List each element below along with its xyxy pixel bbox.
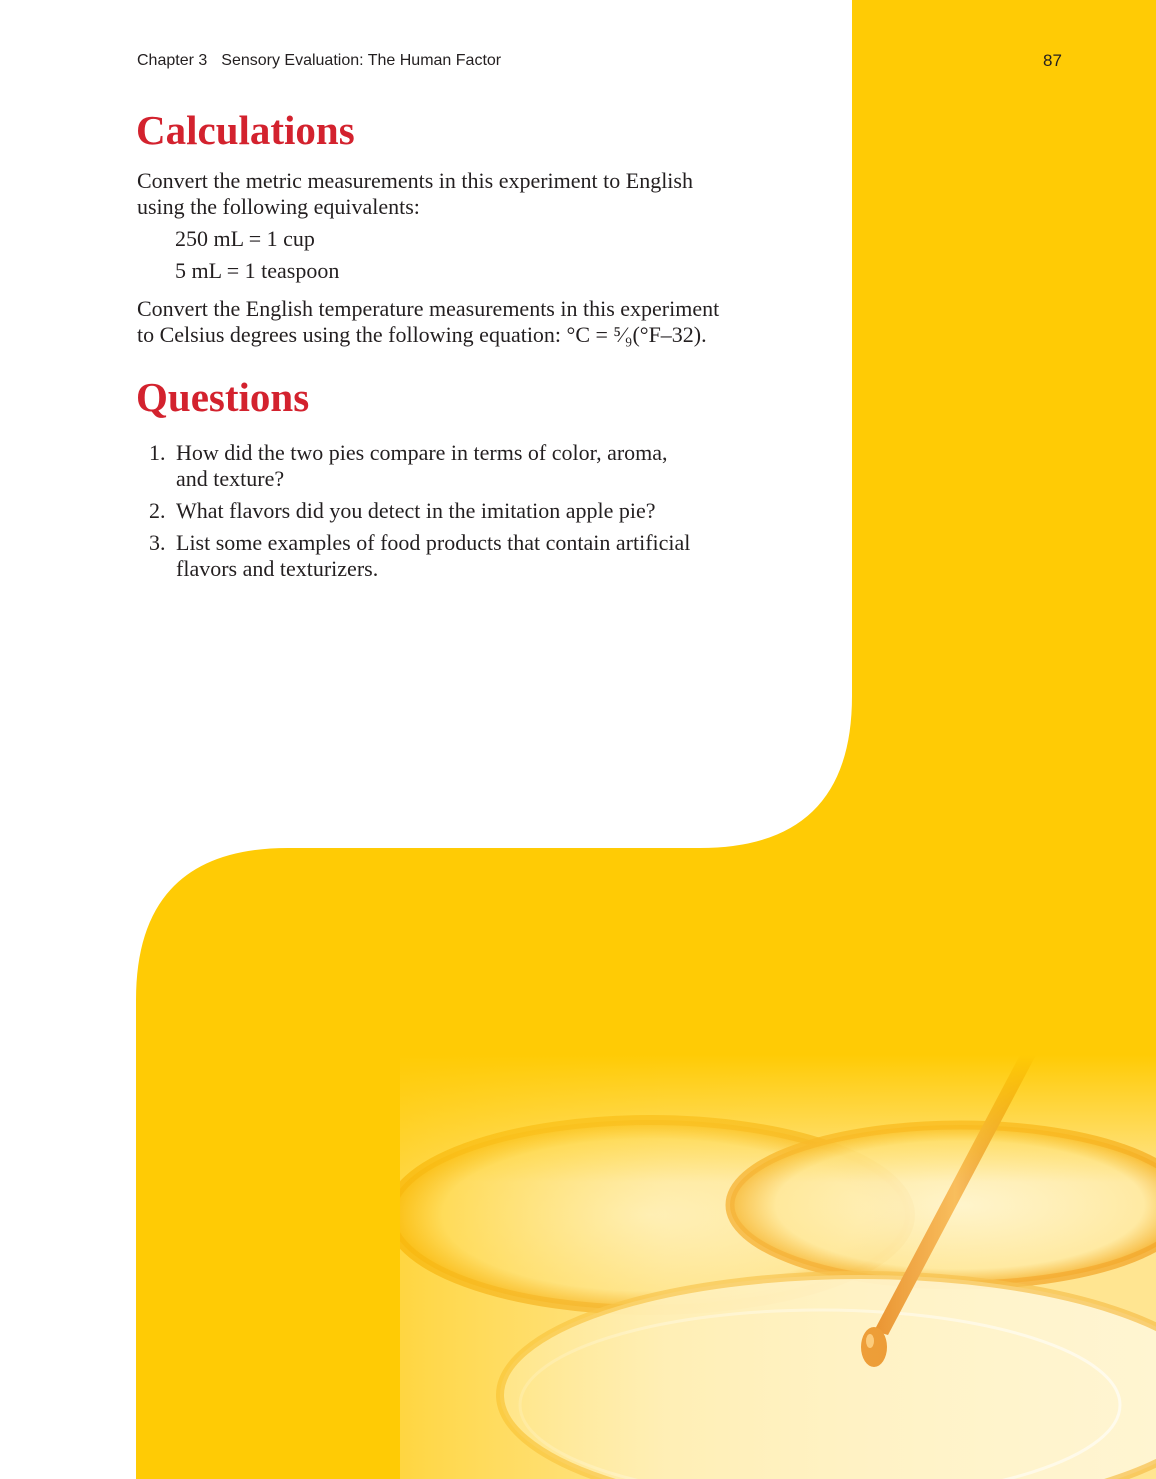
question-text-line-1: What flavors did you detect in the imitation apple pie?: [176, 498, 656, 523]
question-text-line-2: and texture?: [176, 466, 285, 491]
calculations-intro: [137, 168, 837, 220]
chapter-title: Sensory Evaluation: The Human Factor: [221, 52, 502, 69]
calculations-intro-line-1: Convert the metric measurements in this experiment to English: [137, 168, 693, 193]
question-text-line-1: How did the two pies compare in terms of color, aroma,: [176, 440, 668, 465]
question-number: 1.: [149, 440, 166, 465]
equivalent-teaspoon: 5 mL = 1 teaspoon: [175, 258, 340, 283]
questions-list: [137, 440, 817, 588]
page-number: 87: [1043, 51, 1062, 70]
chapter-number: Chapter 3: [137, 52, 208, 69]
temperature-conversion-line-1: Convert the English temperature measurements in this experiment: [137, 296, 720, 321]
equivalent-cup: 250 mL = 1 cup: [175, 226, 315, 251]
question-item: [137, 440, 817, 492]
calculations-heading: Calculations: [136, 107, 355, 153]
question-number: 2.: [149, 498, 166, 523]
petri-dish-pipette-image: [400, 1055, 1156, 1479]
running-header: [137, 52, 501, 70]
question-text-line-2: flavors and texturizers.: [176, 556, 379, 581]
temperature-conversion-line-2: to Celsius degrees using the following equation: °C = ⁵⁄₉(°F–32).: [137, 322, 707, 347]
question-item: [137, 498, 817, 524]
temperature-conversion: [137, 296, 837, 348]
question-item: [137, 530, 817, 582]
question-number: 3.: [149, 530, 166, 555]
calculations-intro-line-2: using the following equivalents:: [137, 194, 420, 219]
questions-heading: Questions: [136, 374, 310, 420]
question-text-line-1: List some examples of food products that contain artificial: [176, 530, 691, 555]
